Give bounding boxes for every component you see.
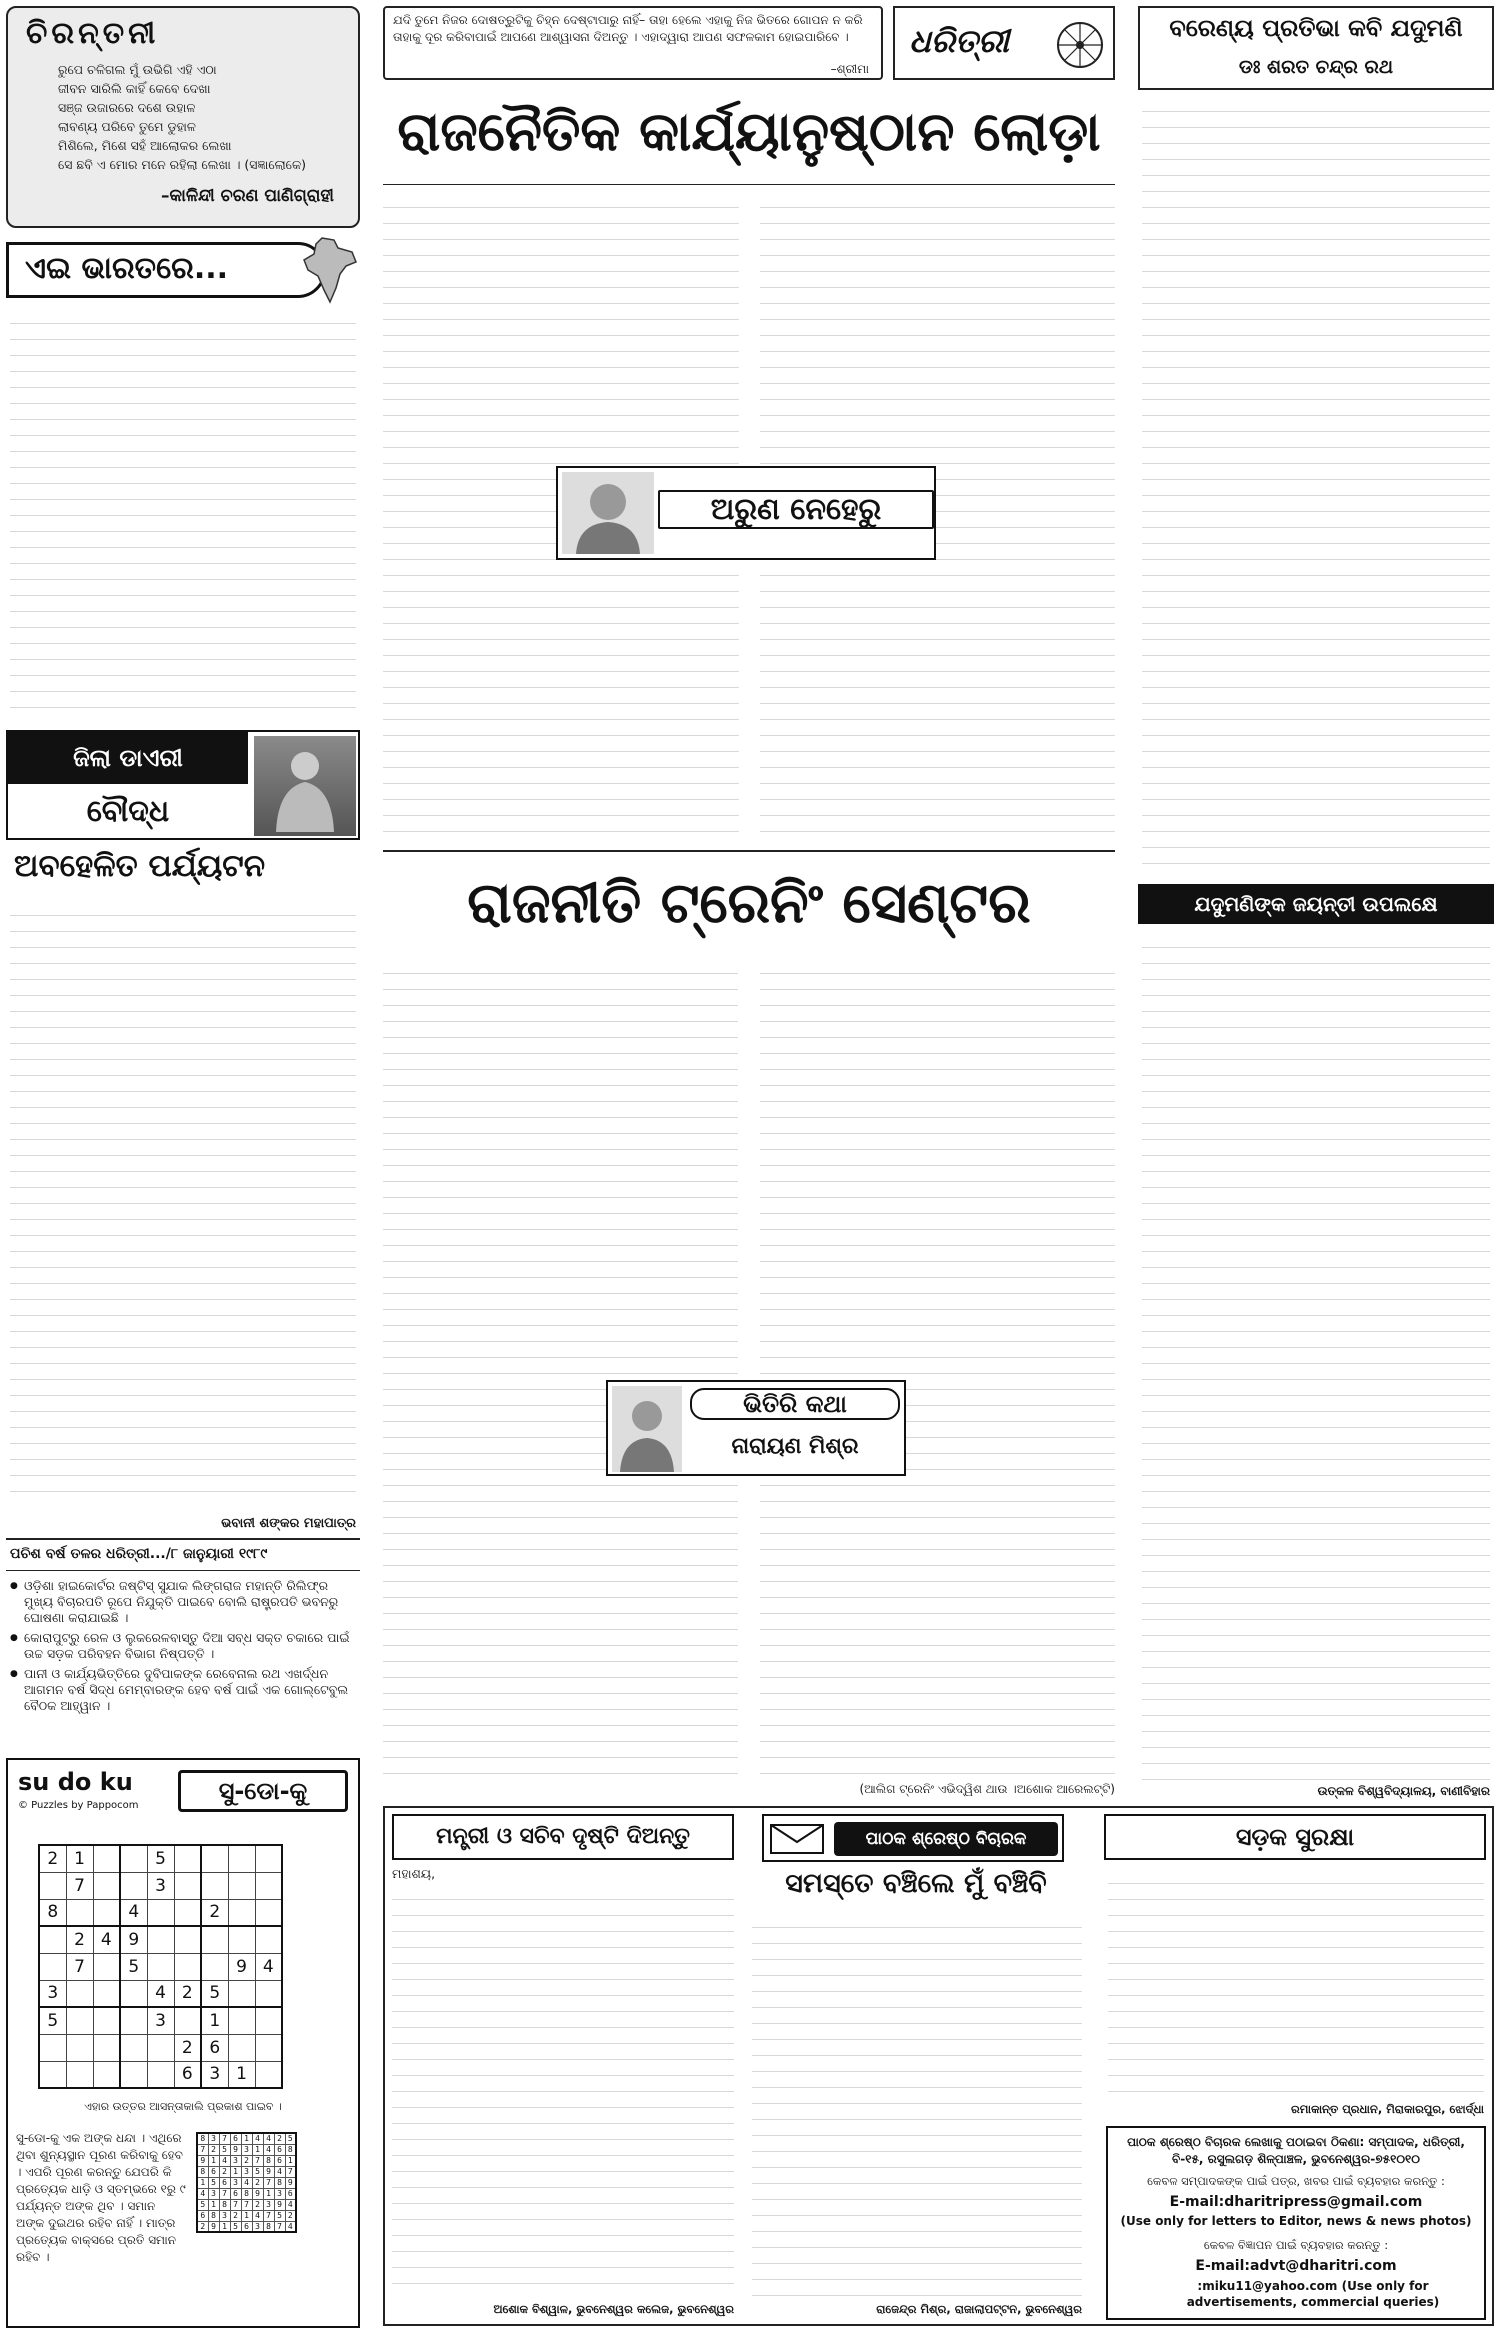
sadak-title-box	[1104, 1814, 1486, 1860]
poem-title: ଚିରନ୍ତନୀ	[26, 16, 160, 51]
list-item: ● କୋରାପୁଟ୍ରୁ ରେଳ ଓ ଲୁକରେଳବାସ୍ତୁ ଦିଆ ସବ୍ଧ ସକ୍ତ ଚକାରେ ପାଇଁ ଉଚ୍ଚ ସଡ଼କ ପରିବହନ ବିଭାଗ ନିଷ୍ପତ୍ତି ।	[10, 1630, 356, 1662]
poem-line: ସେ ଛବି ଏ ମୋର ମନେ ରହିଲା ଲେଖା । (ସଜ୍ଞାଲୋକେ)	[58, 157, 307, 172]
sudoku-cell	[201, 1845, 228, 1872]
envelope-icon	[770, 1824, 824, 1854]
sudoku-cell: 5	[147, 1845, 174, 1872]
sudoku-cell: 8	[39, 1899, 66, 1926]
edit2-footer: (ଆଲିଗ ଟ୍ରେନିଂ ଏଭିଦ୍ୱିଶ ଥାଉ ।ଅଶୋକ ଆରେଲଟ୍ଟି)	[859, 1782, 1115, 1796]
sudoku-rules: ସୁ-ଡୋ-କୁ ଏକ ଅଙ୍କ ଧନ୍ଦା । ଏଥିରେ ଥିବା ଶୁନ୍ୟସ୍ଥାନ ପୂରଣ କରିବାକୁ ହେବ । ଏପରି ପୂରଣ କରନ୍ତୁ ଯେପରି କି ପ୍ରତ୍ୟେକ ଧାଡ଼ି ଓ ସ୍ତମ୍ଭରେ ୧ରୁ ୯ ପର୍ଯ୍ୟନ୍ତ ଅଙ୍କ ଥିବ । ସମାନ ଅଙ୍କ ଦୁଇଥର ରହିବ ନାହିଁ । ମାତ୍ର ପ୍ରତ୍ୟେକ ବାକ୍ସରେ ପ୍ରତି ସମାନ ରହିବ ।	[16, 2131, 186, 2264]
sudoku-cell	[120, 2007, 147, 2034]
top-quote-author: –ଶ୍ରୀମା	[830, 62, 869, 76]
solution-row	[197, 2199, 296, 2210]
solution-cell: 6	[241, 2221, 252, 2232]
poem-line: ମିଶିଲେ, ମିଶେ ସହଁ ଆଲୋକର ଲେଖା	[58, 138, 232, 153]
solution-row	[197, 2177, 296, 2188]
solution-cell: 7	[219, 2188, 230, 2199]
sudoku-cell	[147, 2034, 174, 2061]
sudoku-cell	[174, 1845, 201, 1872]
author-photo	[612, 1386, 682, 1472]
solution-cell: 6	[230, 2133, 241, 2144]
poem-lines	[58, 60, 358, 174]
sudoku-cell	[39, 1872, 66, 1899]
solution-cell: 9	[197, 2155, 208, 2166]
sudoku-row	[39, 2034, 282, 2061]
solution-cell: 4	[197, 2188, 208, 2199]
solution-cell: 6	[208, 2166, 219, 2177]
pathak-badge-label: ପାଠକ ଶ୍ରେଷ୍ଠ ବିଚାରକ	[834, 1822, 1058, 1856]
sudoku-cell	[93, 1980, 120, 2007]
sudoku-grid	[38, 1844, 283, 2089]
sudoku-cell	[147, 1926, 174, 1953]
solution-cell: 1	[241, 2133, 252, 2144]
sudoku-cell	[66, 1899, 93, 1926]
sudoku-cell: 5	[39, 2007, 66, 2034]
sudoku-cell: 5	[201, 1980, 228, 2007]
sudoku-cell	[228, 2034, 255, 2061]
sudoku-cell	[255, 1980, 282, 2007]
sudoku-cell: 4	[255, 1953, 282, 1980]
pathak-title: ସମସ୍ତେ ବଞ୍ଚିଲେ ମୁଁ ବଞ୍ଚିବି	[785, 1868, 1047, 1899]
contact-ad-note: କେବଳ ବିଜ୍ଞାପନ ପାଇଁ ବ୍ୟବହାର କରନ୍ତୁ :	[1203, 2238, 1389, 2252]
solution-cell: 1	[263, 2188, 274, 2199]
sudoku-cell	[255, 2034, 282, 2061]
divider	[6, 1570, 360, 1571]
solution-cell: 3	[274, 2188, 285, 2199]
sudoku-row	[39, 1953, 282, 1980]
sudoku-cell	[255, 2061, 282, 2088]
sudoku-cell: 4	[147, 1980, 174, 2007]
solution-cell: 8	[197, 2166, 208, 2177]
sudoku-cell	[174, 1926, 201, 1953]
solution-cell: 5	[208, 2177, 219, 2188]
solution-cell: 2	[197, 2221, 208, 2232]
sudoku-brand: su do ku	[18, 1768, 133, 1796]
edit2-author: ନାରାୟଣ ମିଶ୍ର	[731, 1434, 859, 1459]
sudoku-row	[39, 1899, 282, 1926]
sudoku-cell	[66, 2061, 93, 2088]
sudoku-cell	[39, 1926, 66, 1953]
sudoku-cell	[120, 2061, 147, 2088]
solution-cell: 7	[230, 2199, 241, 2210]
sudoku-cell	[174, 2007, 201, 2034]
solution-cell: 7	[252, 2155, 263, 2166]
sadak-signoff: ରମାକାନ୍ତ ପ୍ରଧାନ, ମିରାକାରପୁର, ଝୋର୍ଦ୍ଧା	[1291, 2102, 1484, 2116]
sudoku-cell: 7	[66, 1872, 93, 1899]
solution-cell: 3	[208, 2188, 219, 2199]
solution-row	[197, 2166, 296, 2177]
solution-row	[197, 2210, 296, 2221]
sudoku-cell	[228, 1845, 255, 1872]
sudoku-row	[39, 2007, 282, 2034]
solution-row	[197, 2221, 296, 2232]
sudoku-cell	[66, 2007, 93, 2034]
sudoku-cell: 2	[39, 1845, 66, 1872]
sudoku-cell: 4	[120, 1899, 147, 1926]
solution-row	[197, 2188, 296, 2199]
solution-cell: 3	[241, 2166, 252, 2177]
solution-cell: 8	[197, 2133, 208, 2144]
sudoku-cell: 6	[174, 2061, 201, 2088]
solution-cell: 8	[285, 2144, 296, 2155]
edit1-author: ଅରୁଣ ନେହେରୁ	[658, 490, 934, 529]
poem-line: ଲାବଣ୍ୟ ପରିବେ ତୁମେ ଡୁହାଳ	[58, 119, 196, 134]
solution-cell: 4	[263, 2133, 274, 2144]
mantri-salutation: ମହାଶୟ,	[392, 1866, 436, 1881]
sudoku-cell	[255, 1899, 282, 1926]
pathak-body	[752, 1912, 1082, 2296]
top-quote-box	[383, 6, 883, 80]
zilla-diary	[6, 730, 360, 840]
poem-line: ରୁପେ ଚଳିଗଲ ମୁଁ ଉଭିଗି ଏହି ଏଠା	[58, 62, 217, 77]
divider	[383, 850, 1115, 852]
sudoku-cell: 1	[66, 1845, 93, 1872]
sudoku-cell	[201, 1872, 228, 1899]
divider	[383, 184, 1115, 185]
solution-cell: 5	[252, 2166, 263, 2177]
solution-cell: 8	[263, 2221, 274, 2232]
sudoku-cell: 3	[39, 1980, 66, 2007]
divider	[6, 1538, 360, 1540]
solution-cell: 4	[263, 2144, 274, 2155]
sudoku-cell	[228, 1926, 255, 1953]
solution-row	[197, 2155, 296, 2166]
solution-cell: 3	[219, 2210, 230, 2221]
solution-cell: 2	[208, 2144, 219, 2155]
solution-cell: 5	[197, 2199, 208, 2210]
mantri-body	[392, 1884, 734, 2296]
sudoku-cell: 7	[66, 1953, 93, 1980]
edit2-author-box	[606, 1380, 906, 1476]
edit1-headline: ରାଜନୈତିକ କାର୍ଯ୍ୟାନୁଷ୍ଠାନ ଲୋଡ଼ା	[397, 100, 1101, 163]
solution-cell: 1	[208, 2199, 219, 2210]
sudoku-cell	[93, 1953, 120, 1980]
sudoku-cell	[39, 2061, 66, 2088]
contact-use-1: (Use only for letters to Editor, news & news photos)	[1120, 2214, 1472, 2228]
yadumani-box	[1138, 6, 1494, 90]
solution-cell: 1	[208, 2155, 219, 2166]
sadak-body	[1108, 1868, 1484, 2096]
contact-email-1[interactable]: E-mail:dharitripress@gmail.com	[1169, 2194, 1423, 2210]
solution-cell: 6	[219, 2177, 230, 2188]
yadumani-title: ବରେଣ୍ୟ ପ୍ରତିଭା କବି ଯଦୁମଣି	[1169, 14, 1463, 42]
solution-cell: 7	[197, 2144, 208, 2155]
sudoku-cell	[228, 2007, 255, 2034]
top-quote: ଯଦି ତୁମେ ନିଜର ଦୋଷତ୍ରୁଟିକୁ ଚିହ୍ନ ଦେଷ୍ଟାପାରୁ ନାହିଁ– ତାହା ହେଲେ ଏହାକୁ ନିଜ ଭିତରେ ଗୋପନ ନ କରି ତାହାକୁ ଦୂର କରିବାପାଇଁ ଆପଣେ ଆଶ୍ୱାସନା ଦିଅନ୍ତୁ । ଏହାଦ୍ୱାରା ଆପଣ ସଫଳକାମ ହୋଇପାରିବେ ।	[393, 13, 863, 44]
sudoku-cell	[255, 1872, 282, 1899]
solution-cell: 9	[274, 2199, 285, 2210]
jayanti-signoff: ଉତ୍କଳ ବିଶ୍ୱବିଦ୍ୟାଳୟ, ବାଣୀବିହାର	[1317, 1784, 1490, 1798]
sudoku-cell	[228, 1980, 255, 2007]
sudoku-cell	[120, 1980, 147, 2007]
sudoku-solution-grid	[196, 2132, 297, 2233]
paryatan-title: ଅବହେଳିତ ପର୍ଯ୍ୟଟନ	[14, 848, 266, 884]
solution-cell: 9	[252, 2188, 263, 2199]
sudoku-cell	[147, 1899, 174, 1926]
sudoku-cell: 9	[228, 1953, 255, 1980]
masthead-logo: ଧରିତ୍ରୀ	[909, 22, 1009, 60]
solution-row	[197, 2144, 296, 2155]
zilla-title-bar	[8, 732, 248, 784]
contact-email-note: କେବଳ ସମ୍ପାଦକଙ୍କ ପାଇଁ ପତ୍ର, ଖବର ପାଇଁ ବ୍ୟବହାର କରନ୍ତୁ :	[1147, 2174, 1445, 2188]
solution-cell: 5	[219, 2144, 230, 2155]
sudoku-cell	[93, 1845, 120, 1872]
contact-address: ପାଠକ ଶ୍ରେଷ୍ଠ ବିଚାରକ ଲେଖାକୁ ପଠାଇବା ଠିକଣା: ସମ୍ପାଦକ, ଧରିତ୍ରୀ, ବି-୧୫, ରସୁଲଗଡ଼ ଶିଳ୍ପାଞ୍ଚଳ, ଭୁବନେଶ୍ୱର-୭୫୧୦୧୦	[1127, 2135, 1465, 2166]
ei-bharat-title: ଏଇ ଭାରତରେ...	[25, 251, 229, 286]
sudoku-cell	[174, 1953, 201, 1980]
sudoku-cell	[228, 1899, 255, 1926]
sudoku-cell	[66, 1980, 93, 2007]
solution-row	[197, 2133, 296, 2144]
jayanti-banner	[1138, 884, 1494, 924]
sudoku-title-bar	[178, 1770, 348, 1812]
yadumani-author: ଡଃ ଶରତ ଚନ୍ଦ୍ର ରଥ	[1238, 56, 1394, 78]
solution-cell: 3	[230, 2177, 241, 2188]
sudoku-cell: 3	[147, 2007, 174, 2034]
sudoku-row	[39, 1980, 282, 2007]
solution-cell: 6	[285, 2188, 296, 2199]
sudoku-cell	[39, 2034, 66, 2061]
solution-cell: 4	[252, 2133, 263, 2144]
paryatan-body	[10, 900, 356, 1510]
edit2-col2	[760, 958, 1115, 1778]
solution-cell: 1	[219, 2221, 230, 2232]
solution-cell: 9	[263, 2166, 274, 2177]
solution-cell: 2	[252, 2199, 263, 2210]
pachisha-title: ପଚିଶ ବର୍ଷ ତଳର ଧରିତ୍ରୀ.../୮ ଜାନୁୟାରୀ ୧୯୮୯	[10, 1546, 268, 1562]
person-icon	[562, 472, 654, 554]
solution-cell: 5	[230, 2221, 241, 2232]
sudoku-cell	[120, 1845, 147, 1872]
sudoku-cell: 4	[93, 1926, 120, 1953]
solution-cell: 3	[208, 2133, 219, 2144]
list-item: ● ପାନୀ ଓ କାର୍ଯ୍ୟଭିତ୍ତିରେ ଦୁବିପାକଙ୍କ ରେବେନାଲ ରଥ ଏଖର୍ଦ୍ଧନ ଆଗମନ ବର୍ଷ ସିଦ୍ଧ ମେମ୍ବାରଙ୍କ ହେବ ବର୍ଷ ପାଇଁ ଏକ ଗୋଲ୍ଟେବୁଲ ବୈଠକ ଆହ୍ୱାନ ।	[10, 1666, 356, 1714]
sudoku-row	[39, 1872, 282, 1899]
sudoku-cell	[66, 2034, 93, 2061]
sudoku-cell	[93, 2034, 120, 2061]
sadak-title: ସଡ଼କ ସୁରକ୍ଷା	[1235, 1823, 1355, 1851]
solution-cell: 4	[274, 2166, 285, 2177]
sudoku-cell: 6	[201, 2034, 228, 2061]
solution-cell: 2	[241, 2155, 252, 2166]
solution-cell: 8	[219, 2199, 230, 2210]
solution-cell: 4	[219, 2155, 230, 2166]
buddha-photo	[254, 736, 356, 836]
sudoku-title: ସୁ-ଡୋ-କୁ	[218, 1777, 308, 1805]
sudoku-cell	[255, 1845, 282, 1872]
jayanti-title: ଯଦୁମଣିଙ୍କ ଜୟନ୍ତୀ ଉପଲକ୍ଷେ	[1194, 892, 1438, 916]
ei-bharat-header	[6, 236, 360, 304]
sudoku-cell	[120, 2034, 147, 2061]
sudoku-cell	[255, 2007, 282, 2034]
solution-cell: 8	[263, 2155, 274, 2166]
paryatan-byline: ଭବାନୀ ଶଙ୍କର ମହାପାତ୍ର	[221, 1516, 356, 1531]
solution-cell: 7	[263, 2210, 274, 2221]
solution-cell: 3	[230, 2155, 241, 2166]
mantri-title: ମନ୍ତ୍ରୀ ଓ ସଚିବ ଦୃଷ୍ଟି ଦିଅନ୍ତୁ	[436, 1824, 690, 1849]
sudoku-cell	[93, 1872, 120, 1899]
solution-cell: 2	[252, 2177, 263, 2188]
sudoku-box	[6, 1758, 360, 2328]
solution-cell: 1	[197, 2177, 208, 2188]
person-icon	[612, 1386, 682, 1472]
edit2-col1	[383, 958, 738, 1778]
sudoku-cell: 2	[174, 2034, 201, 2061]
sudoku-row	[39, 1845, 282, 1872]
solution-cell: 8	[274, 2177, 285, 2188]
wheel-icon	[1055, 20, 1105, 70]
solution-cell: 4	[252, 2210, 263, 2221]
sudoku-cell	[201, 1953, 228, 1980]
sudoku-cell	[147, 2061, 174, 2088]
edit2-column: ଭିତିରି କଥା	[690, 1388, 900, 1420]
pathak-badge	[762, 1814, 1064, 1862]
sudoku-credit: © Puzzles by Pappocom	[18, 1800, 139, 1811]
solution-cell: 9	[230, 2144, 241, 2155]
sudoku-cell: 5	[120, 1953, 147, 1980]
sudoku-cell	[93, 2061, 120, 2088]
solution-cell: 4	[285, 2199, 296, 2210]
poem-line: ସଞ୍ଜ ଉଜାରରେ ଦଶେ ଉହାଳ	[58, 100, 196, 115]
sudoku-cell: 2	[174, 1980, 201, 2007]
ei-bharat-body	[10, 308, 356, 723]
sudoku-caption: ଏହାର ଉତ୍ତର ଆସନ୍ତାକାଲି ପ୍ରକାଶ ପାଇବ ।	[84, 2100, 282, 2113]
edit2-headline: ରାଜନୀତି ଟ୍ରେନିଂ ସେଣ୍ଟର	[467, 871, 1031, 936]
sudoku-cell	[147, 1953, 174, 1980]
solution-cell: 6	[197, 2210, 208, 2221]
sudoku-cell	[93, 1899, 120, 1926]
poem-author: –କାଳିନ୍ଦୀ ଚରଣ ପାଣିଗ୍ରାହୀ	[160, 186, 334, 206]
contact-email-2[interactable]: E-mail:advt@dharitri.com	[1195, 2258, 1397, 2274]
solution-cell: 2	[219, 2166, 230, 2177]
sudoku-cell: 1	[201, 2007, 228, 2034]
poem-box	[6, 6, 360, 228]
poem-line: ଜୀବନ ସାରିଲି କାହିଁ କେବେ ଦେଖା	[58, 81, 211, 96]
pachisha-list	[10, 1578, 356, 1718]
zilla-place: ବୌଦ୍ଧ	[86, 794, 170, 829]
yadumani-body	[1142, 96, 1490, 876]
sudoku-cell: 3	[147, 1872, 174, 1899]
solution-cell: 2	[230, 2210, 241, 2221]
list-item: ● ଓଡ଼ିଶା ହାଇକୋର୍ଟର ଜଷ୍ଟିସ୍ ସୁଯାକ ଲିଙ୍ଗରାଜ ମହାନ୍ତି ରିଲିଫ୍ର ମୁଖ୍ୟ ବିଚାରପତି ରୂପେ ନିଯୁକ୍ତି ପାଇବେ ବୋଲି ରାଷ୍ଟ୍ରପତି ଭବନରୁ ଘୋଷଣା କରାଯାଇଛି ।	[10, 1578, 356, 1626]
buddha-icon	[254, 736, 356, 836]
sudoku-row	[39, 1926, 282, 1953]
solution-cell: 4	[285, 2221, 296, 2232]
solution-cell: 7	[241, 2199, 252, 2210]
sudoku-cell	[120, 1872, 147, 1899]
solution-cell: 7	[263, 2177, 274, 2188]
solution-cell: 1	[252, 2144, 263, 2155]
sudoku-cell: 2	[66, 1926, 93, 1953]
solution-cell: 9	[285, 2177, 296, 2188]
sudoku-cell	[201, 1926, 228, 1953]
solution-cell: 1	[285, 2155, 296, 2166]
author-photo	[562, 472, 654, 554]
sudoku-cell	[174, 1899, 201, 1926]
sudoku-cell: 9	[120, 1926, 147, 1953]
sudoku-cell	[228, 1872, 255, 1899]
edit1-author-box	[556, 466, 936, 560]
solution-cell: 8	[208, 2210, 219, 2221]
masthead-box	[893, 6, 1115, 80]
jayanti-body	[1142, 932, 1490, 1780]
ei-bharat-banner	[6, 242, 326, 298]
india-map-icon	[300, 236, 360, 304]
solution-cell: 3	[241, 2144, 252, 2155]
sudoku-cell: 2	[201, 1899, 228, 1926]
pathak-signoff: ରାଜେନ୍ଦ୍ର ମିଶ୍ର, ରାଜାଲାପଟ୍ଟନ, ଭୁବନେଶ୍ୱର	[876, 2302, 1082, 2316]
solution-cell: 4	[241, 2177, 252, 2188]
solution-cell: 6	[274, 2144, 285, 2155]
solution-cell: 9	[208, 2221, 219, 2232]
solution-cell: 1	[241, 2210, 252, 2221]
sudoku-cell	[255, 1926, 282, 1953]
solution-cell: 6	[274, 2155, 285, 2166]
solution-cell: 2	[274, 2133, 285, 2144]
solution-cell: 7	[274, 2221, 285, 2232]
sudoku-cell	[93, 2007, 120, 2034]
solution-cell: 7	[219, 2133, 230, 2144]
solution-cell: 7	[285, 2166, 296, 2177]
mantri-title-box	[392, 1814, 734, 1860]
contact-email-3[interactable]: :miku11@yahoo.com (Use only for advertisements, commercial queries)	[1186, 2279, 1440, 2309]
solution-cell: 8	[241, 2188, 252, 2199]
sudoku-cell	[39, 1953, 66, 1980]
solution-cell: 6	[230, 2188, 241, 2199]
solution-cell: 5	[285, 2133, 296, 2144]
sudoku-cell: 3	[201, 2061, 228, 2088]
sudoku-cell: 1	[228, 2061, 255, 2088]
sudoku-cell	[174, 1872, 201, 1899]
solution-cell: 1	[230, 2166, 241, 2177]
contact-box	[1106, 2126, 1486, 2320]
mantri-signoff: ଅଶୋକ ବିଶ୍ୱାଳ, ଭୁବନେଶ୍ୱର କଲେଜ, ଭୁବନେଶ୍ୱର	[493, 2302, 734, 2316]
solution-cell: 5	[274, 2210, 285, 2221]
sudoku-row	[39, 2061, 282, 2088]
solution-cell: 2	[285, 2210, 296, 2221]
solution-cell: 3	[263, 2199, 274, 2210]
zilla-title: ଜିଲା ଡାଏରୀ	[73, 744, 183, 772]
solution-cell: 3	[252, 2221, 263, 2232]
